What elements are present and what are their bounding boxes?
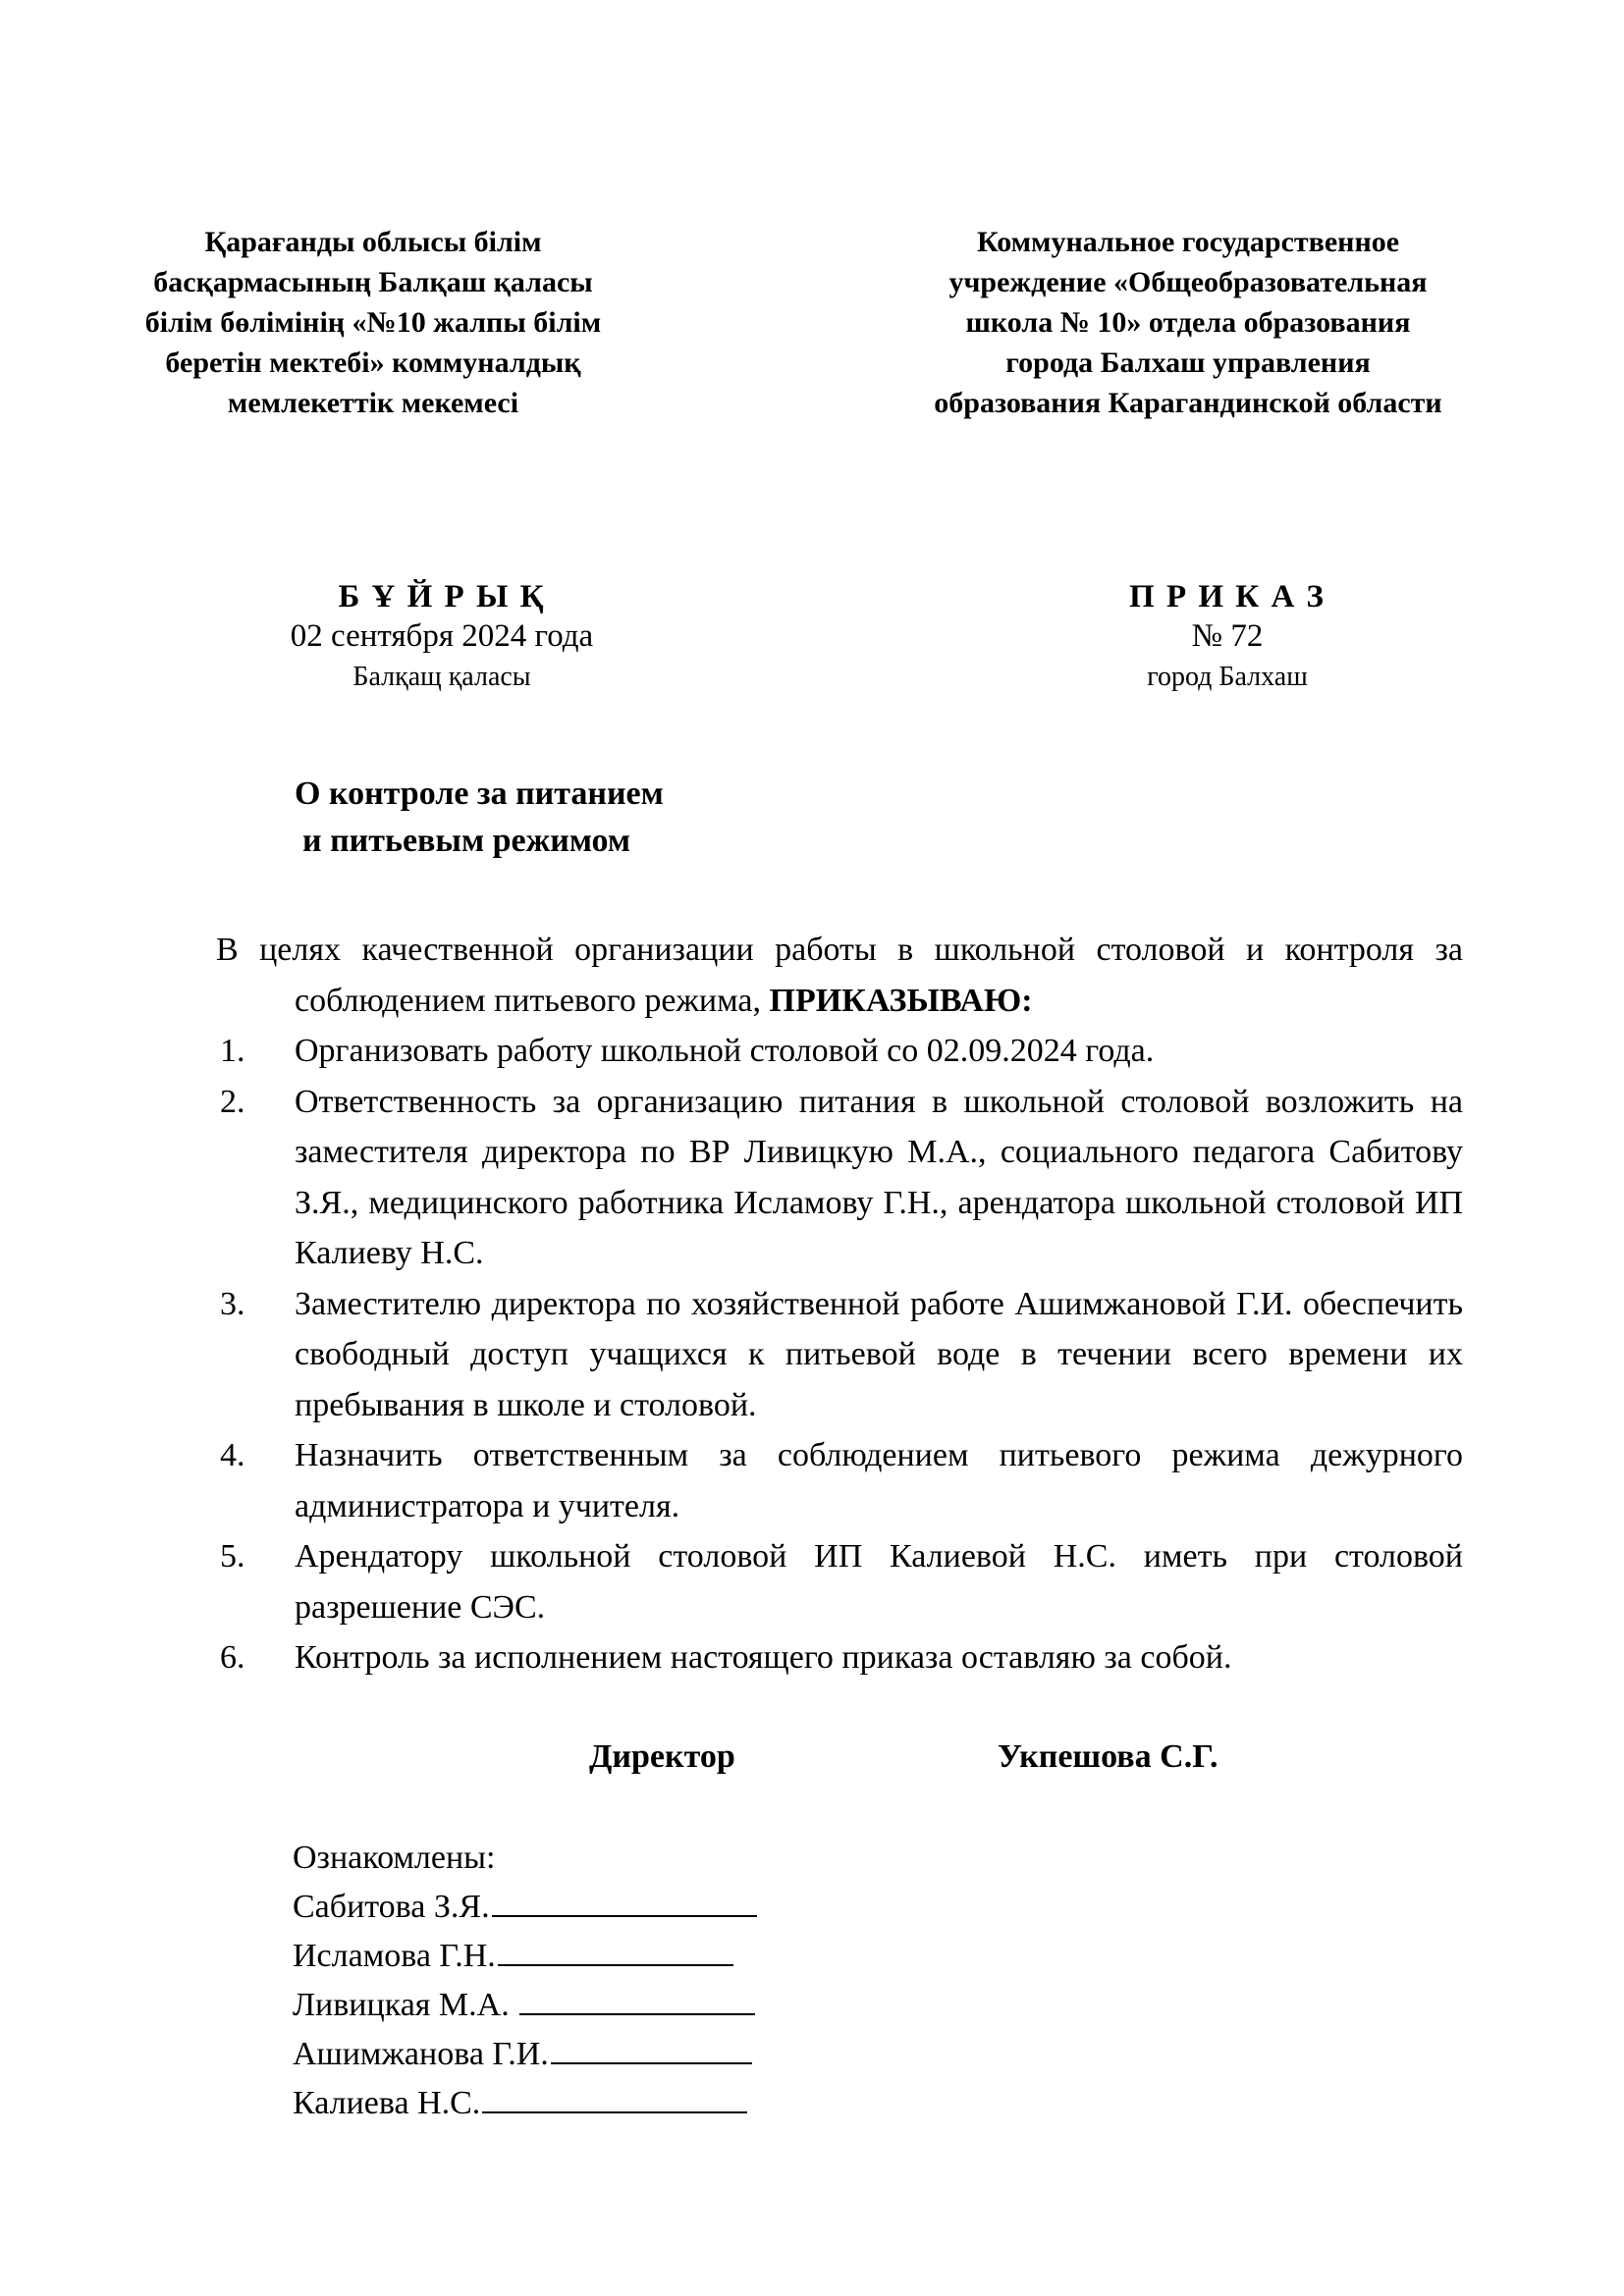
signature-name: Укпешова С.Г. [998,1738,1218,1775]
order-date: 02 сентября 2024 года [290,618,594,654]
order-block-kazakh [157,577,727,697]
list-item-text: Арендатору школьной столовой ИП Калиевой Н.С. иметь при столовой разрешение СЭС. [295,1538,1463,1626]
acknowledgement-row [293,1981,757,2030]
intro-text: В целях качественной организации работы в школьной столовой и контроля за соблюдением питьевого режима, [216,932,1463,1019]
list-item-text: Назначить ответственным за соблюдением питьевого режима дежурного администратора и учителя. [295,1437,1463,1524]
signature-line[interactable] [492,1890,757,1917]
signature-role: Директор [589,1738,735,1775]
intro-paragraph [216,925,1463,1026]
acknowledgement-name: Ашимжанова Г.И. [293,2036,549,2072]
list-item-number: 1. [220,1033,245,1069]
list-item-number: 5. [220,1538,245,1575]
list-item-text: Организовать работу школьной столовой со 02.09.2024 года. [295,1033,1155,1069]
signature-line[interactable] [551,2037,752,2064]
header-russian-line: образования Карагандинской области [934,387,1442,419]
acknowledgement-name: Ливицкая М.А. [293,1987,518,2023]
intro-emphasis: ПРИКАЗЫВАЮ: [769,982,1033,1019]
order-block-russian [1001,577,1453,697]
acknowledgement-row [293,1932,757,1981]
header-kazakh-line: басқармасының Балқаш қаласы [153,266,593,298]
list-item-number: 3. [220,1285,245,1322]
header-kazakh-line: беретін мектебі» коммуналдық [165,347,581,379]
list-item-number: 6. [220,1639,245,1676]
list-item-text: Ответственность за организацию питания в школьной столовой возложить на заместителя директора по ВР Ливицкую М.А., социального педагога Сабитову З.Я., медицинского работника Исламову Г.Н., арендатора школьной столовой ИП Калиеву Н.С. [295,1083,1463,1271]
acknowledgement-name: Калиева Н.С. [293,2085,481,2121]
order-type-russian: П Р И К А З [1129,579,1326,614]
acknowledgement-label: Ознакомлены: [293,1840,496,1876]
list-item [216,1077,1463,1279]
header-russian-line: Коммунальное государственное [976,226,1400,258]
list-item [216,1430,1463,1531]
signature-line[interactable] [519,1988,755,2015]
signature-line[interactable] [482,2086,747,2113]
header-kazakh-line: Қарағанды облысы білім [204,226,542,258]
list-item [216,1026,1463,1077]
document-title-line: О контроле за питанием [295,775,664,812]
acknowledgement-row [293,2079,757,2128]
header-russian-line: учреждение «Общеобразовательная [948,266,1428,298]
header-russian [864,222,1512,423]
order-city-russian: город Балхаш [1147,662,1308,692]
list-item-text: Заместителю директора по хозяйственной работе Ашимжановой Г.И. обеспечить свободный доступ учащихся к питьевой воде в течении всего времени их пребывания в школе и столовой. [295,1285,1463,1423]
acknowledgement-name: Исламова Г.Н. [293,1938,496,1974]
header-kazakh-line: мемлекеттік мекемесі [227,387,519,419]
header-kazakh-line: білім бөлімінің «№10 жалпы білім [144,306,602,339]
signature-line[interactable] [498,1939,733,1966]
list-item-number: 2. [220,1083,245,1120]
document-body [216,925,1463,1683]
list-item [216,1279,1463,1431]
order-city-kazakh: Балқащ қаласы [352,662,531,692]
header-russian-line: школа № 10» отдела образования [965,306,1411,339]
list-item [216,1632,1463,1683]
acknowledgement-section [293,1834,757,2128]
list-item-number: 4. [220,1437,245,1473]
header-kazakh [108,222,638,423]
acknowledgement-row [293,1883,757,1932]
document-title-line: и питьевым режимом [302,823,631,859]
order-type-kazakh: Б Ұ Й Р Ы Қ [338,579,546,614]
list-item-text: Контроль за исполнением настоящего приказа оставляю за собой. [295,1639,1232,1676]
document-title [295,771,664,865]
acknowledgement-name: Сабитова З.Я. [293,1889,490,1925]
list-item [216,1531,1463,1632]
acknowledgement-row [293,2030,757,2079]
order-items-list [216,1026,1463,1683]
order-number: № 72 [1191,618,1264,654]
header-russian-line: города Балхаш управления [1005,347,1371,379]
